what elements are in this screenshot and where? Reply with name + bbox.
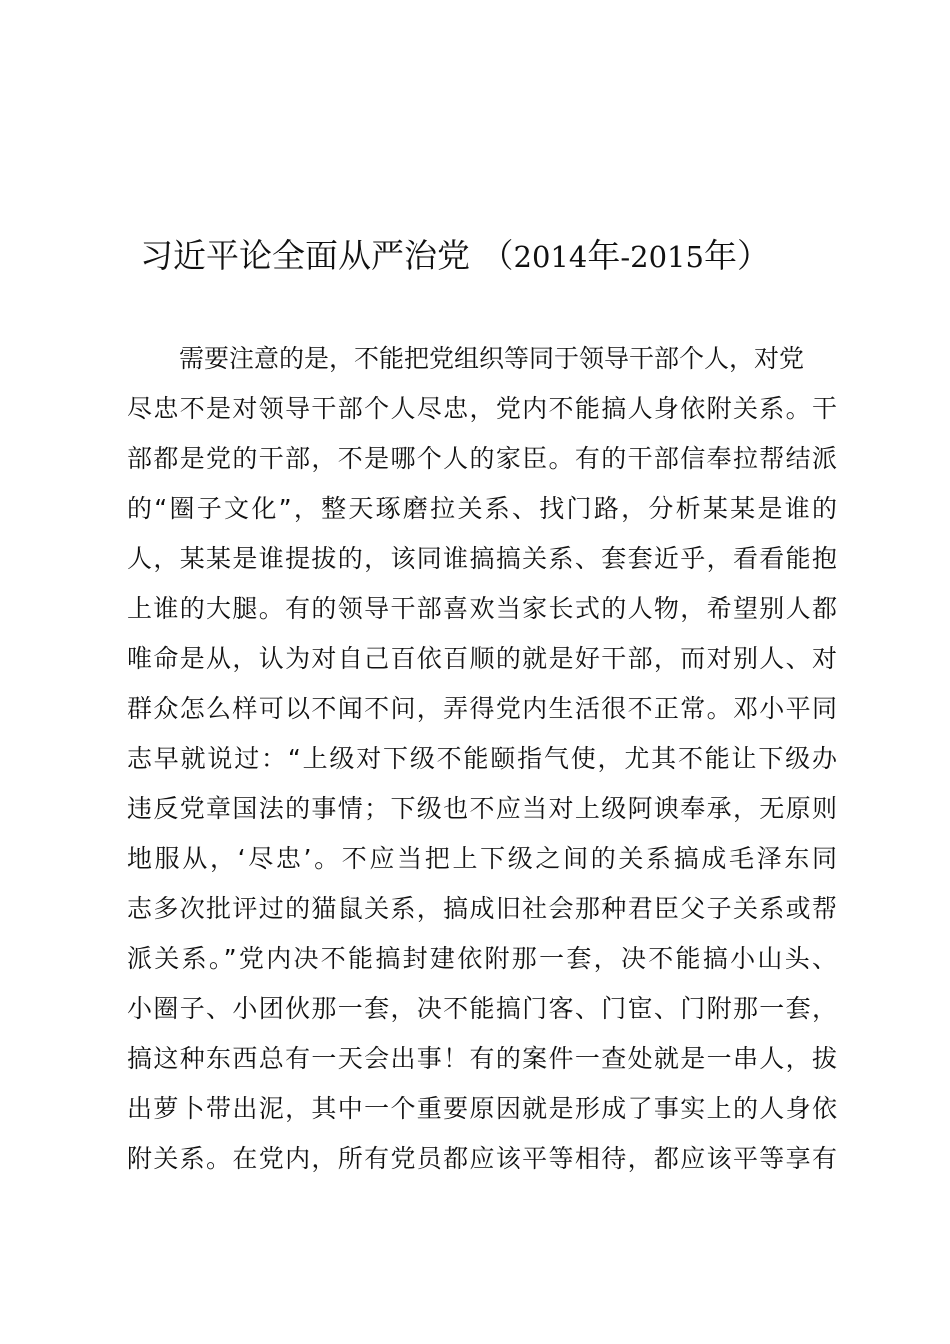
paragraph-line: 地服从，‘尽忠’。不应当把上下级之间的关系搞成毛泽东同 xyxy=(127,844,837,873)
paragraph-line: 出萝卜带出泥，其中一个重要原因就是形成了事实上的人身依 xyxy=(127,1094,837,1123)
title-dash: - xyxy=(620,240,631,274)
paragraph-line: 志早就说过：“上级对下级不能颐指气使，尤其不能让下级办 xyxy=(127,744,837,773)
title-year-char-end: 年 xyxy=(703,236,737,275)
paragraph-line: 人，某某是谁提拔的，该同谁搞搞关系、套套近乎，看看能抱 xyxy=(127,544,837,573)
paragraph-line: 需要注意的是，不能把党组织等同于领导干部个人，对党 xyxy=(179,344,805,373)
title-year-char-start: 年 xyxy=(587,236,621,275)
paragraph-line: 尽忠不是对领导干部个人尽忠，党内不能搞人身依附关系。干 xyxy=(127,394,837,423)
title-main: 习近平论全面从严治党 xyxy=(140,236,470,275)
paragraph-line: 派关系。”党内决不能搞封建依附那一套，决不能搞小山头、 xyxy=(127,944,837,973)
paragraph-line: 上谁的大腿。有的领导干部喜欢当家长式的人物，希望别人都 xyxy=(127,594,837,623)
title-paren-close: ） xyxy=(736,236,770,275)
title-paren-open: （ xyxy=(480,236,514,275)
paragraph-line: 部都是党的干部，不是哪个人的家臣。有的干部信奉拉帮结派 xyxy=(127,444,837,473)
paragraph-line: 志多次批评过的猫鼠关系，搞成旧社会那种君臣父子关系或帮 xyxy=(127,894,837,923)
paragraph-line: 小圈子、小团伙那一套，决不能搞门客、门宦、门附那一套， xyxy=(127,994,837,1023)
paragraph-line: 的“圈子文化”，整天琢磨拉关系、找门路，分析某某是谁的 xyxy=(127,494,837,523)
paragraph-line: 附关系。在党内，所有党员都应该平等相待，都应该平等享有 xyxy=(127,1144,837,1173)
paragraph-line: 违反党章国法的事情；下级也不应当对上级阿谀奉承，无原则 xyxy=(127,794,837,823)
title-year-end: 2015 xyxy=(630,240,704,274)
document-title xyxy=(140,232,840,280)
paragraph-line: 唯命是从，认为对自己百依百顺的就是好干部，而对别人、对 xyxy=(127,644,837,673)
title-year-start: 2014 xyxy=(513,240,588,274)
paragraph-line: 群众怎么样可以不闻不问，弄得党内生活很不正常。邓小平同 xyxy=(127,694,837,723)
paragraph-line: 搞这种东西总有一天会出事！有的案件一查处就是一串人，拔 xyxy=(127,1044,837,1073)
body-paragraph xyxy=(127,334,837,1184)
